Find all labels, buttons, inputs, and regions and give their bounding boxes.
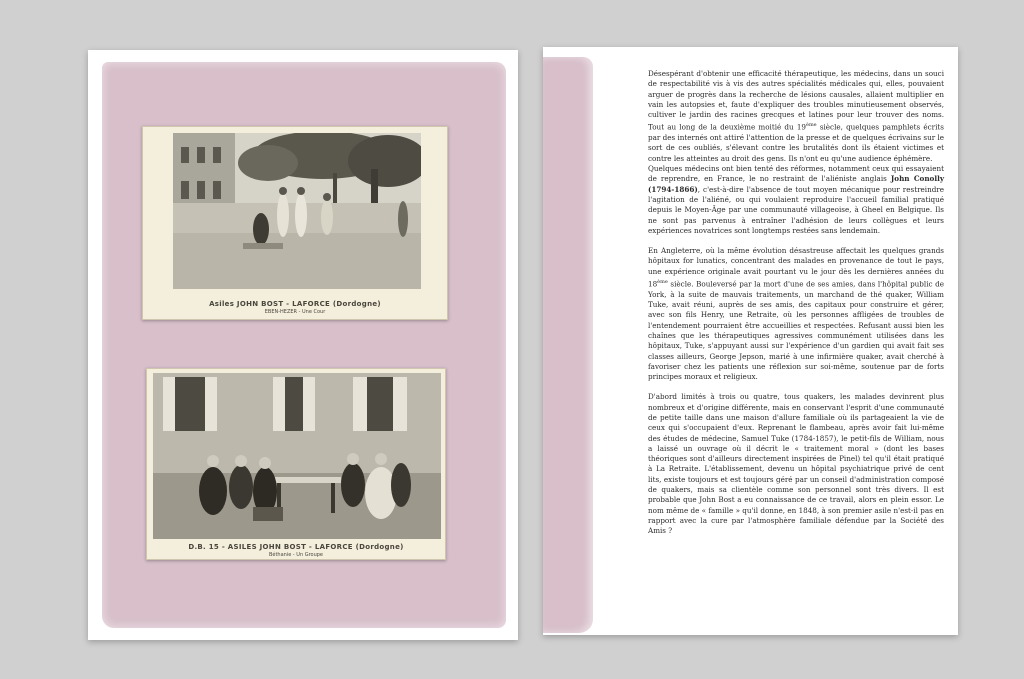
text-run: , c'est-à-dire l'absence de tout moyen mécanique pour restreindre l'agitation de l'aliéné, ou qui voulaient reproduire l'accueil familial pratiqué depuis le Moyen-Âge par une communauté villageoise, à Gheel en Belgique. Ils ne sont pas parvenus à entraîner l'adhésion de leurs collègues et leurs expériences novatrices sont longtemps restées sans lendemain. <box>648 184 944 235</box>
text-run: En Angleterre, où la même évolution désastreuse affectait les quelques grands hôpitaux for lunatics, concentrant des malades en provenance de tout le pays, une expérience originale avait pourtant vu le jour dès les dernières années du 18 <box>648 246 944 289</box>
postcard-caption <box>147 543 445 558</box>
postcard-group <box>146 368 446 560</box>
text-run: D'abord limités à trois ou quatre, tous quakers, les malades devinrent plus nombreux et d'origine différente, mais en conservant l'esprit d'une communauté de petite taille dans une maison d'allure familiale où ils partageaient la vie de ceux qui s'occupaient d'eux. Reprenant le flambeau, après avoir fait lui-même des études de médecine, Samuel Tuke (1784-1857), le petit-fils de William, nous a laissé un ouvrage où il décrit le « traitement moral » (dont les bases théoriques sont d'ailleurs directement inspirées de Pinel) tel qu'il était pratiqué à La Retraite. L'établissement, devenu un hôpital psychiatrique privé de cent lits, existe toujours et est toujours géré par un conseil d'administration composé de quakers, mais sa clientèle comme son personnel sont très divers. Il est probable que John Bost a eu connaissance de ce travail, alors en plein essor. Le nom même de « famille » qu'il donne, en 1848, à son premier asile n'est-il pas en rapport avec la cure par l'atmosphère familiale défendue par la Société des Amis ? <box>648 392 944 536</box>
body-text <box>648 69 944 537</box>
text-run: Désespérant d'obtenir une efficacité thérapeutique, les médecins, dans un souci de respectabilité vis à vis des autres spécialités médicales qui, elles, pouvaient arguer de progrès dans la recherche de lésions causales, allaient multiplier en vain les autopsies et, faute d'expliquer des troubles minutieusement observés, cultiver le jardin des racines grecques et latines pour leur trouver des noms. Tout au long de la deuxième moitié du 19 <box>648 69 944 132</box>
postcard-subtitle: EBEN-HEZER - Une Cour <box>264 309 326 315</box>
pink-wash-strip <box>543 57 593 633</box>
paragraph <box>648 246 944 382</box>
superscript: ème <box>657 279 668 286</box>
paragraph <box>648 69 944 164</box>
courtyard-scene-image <box>173 133 421 289</box>
postcard-photo-group <box>153 373 441 539</box>
postcard-courtyard <box>142 126 448 320</box>
text-run: siècle, quelques pamphlets écrits par des internés ont attiré l'attention de la presse et de quelques écrivains sur le sort de ces oubliés, s'élevant contre les brutalités dont ils étaient victimes et contre les atteintes au droit des gens. Ils n'ont eu qu'une audience éphémère. <box>648 122 944 163</box>
postcard-title: D.B. 15 - ASILES JOHN BOST - LAFORCE (Dordogne) <box>188 543 404 551</box>
postcard-subtitle: Béthanie - Un Groupe <box>268 552 324 558</box>
superscript: ème <box>805 122 817 129</box>
paragraph <box>648 164 944 236</box>
group-scene-image <box>153 373 441 539</box>
text-run: Quelques médecins ont bien tenté des réformes, notamment ceux qui essayaient de reprendre, en France, le no restraint de l'aliéniste anglais <box>648 164 944 184</box>
paragraph <box>648 392 944 536</box>
right-page <box>543 47 958 635</box>
postcard-title: Asiles JOHN BOST - LAFORCE (Dordogne) <box>209 300 381 308</box>
bold-name: John Conolly (1794-1866) <box>648 174 944 194</box>
postcard-caption <box>143 300 447 315</box>
left-page <box>88 50 518 640</box>
text-run: siècle. Bouleversé par la mort d'une de ses amies, dans l'hôpital public de York, à la suite de mauvais traitements, un marchand de thé quaker, William Tuke, avait réuni, auprès de ses amis, des capitaux pour construire et gérer, avec son fils Henry, une Retraite, où les personnes affligées de troubles de l'entendement pourraient être accueillies et respectées. Refusant aussi bien les chaînes que les thérapeutiques agressives communément utilisées dans les hôpitaux, Tuke, s'appuyant aussi sur l'expérience d'un gardien qui avait fait ses classes ailleurs, George Jepson, marié à une infirmière quaker, avait cherché à favoriser chez les patients une réflexion sur soi-même, soutenue par de forts principes moraux et religieux. <box>648 279 944 382</box>
postcard-photo-courtyard <box>173 133 421 289</box>
